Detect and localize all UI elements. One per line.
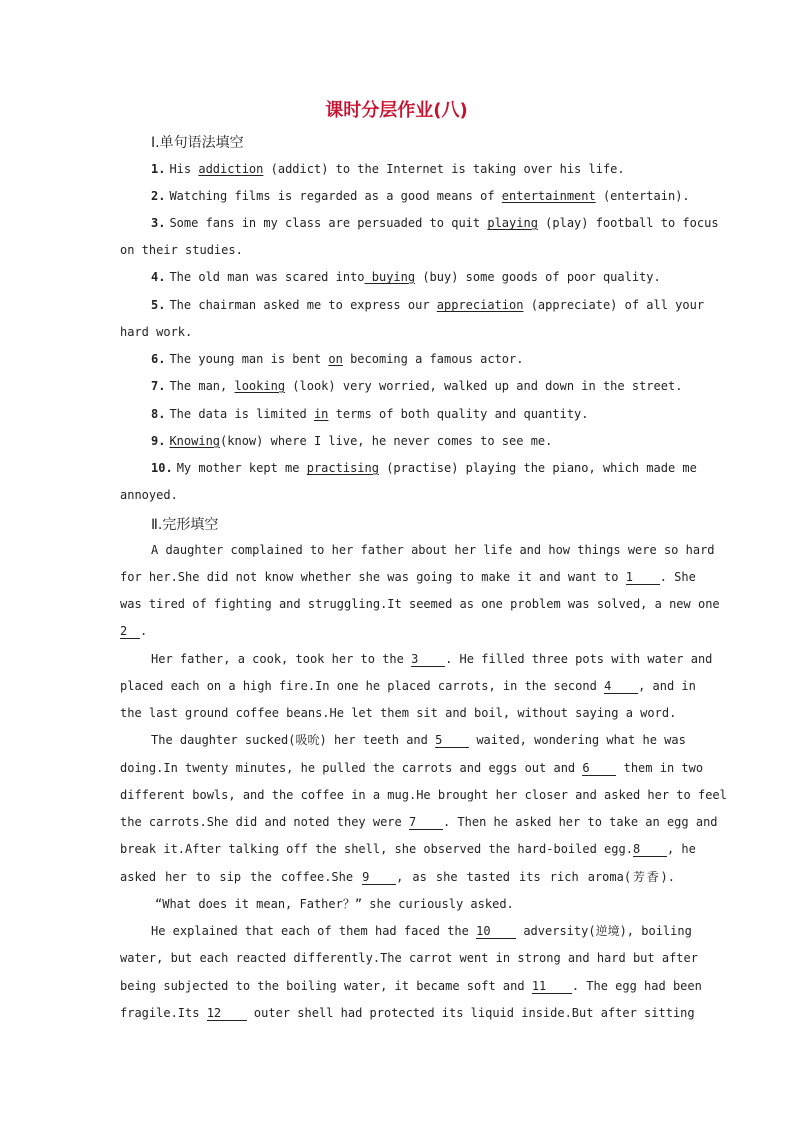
section1-heading: Ⅰ.单句语法填空 xyxy=(151,135,244,151)
cloze-blank-7: 7 xyxy=(409,816,443,830)
question-3: 3. Some fans in my class are persuaded to quit playing (play) football to focus xyxy=(151,216,719,230)
cloze-blank-11: 11 xyxy=(532,980,572,994)
passage-line: break it.After talking off the shell, she observed the hard-boiled egg.8 , he xyxy=(120,842,696,856)
passage-line: Her father, a cook, took her to the 3 . He filled three pots with water and xyxy=(151,652,713,666)
answer: practising xyxy=(306,461,379,475)
passage-line: for her.She did not know whether she was going to make it and want to 1 . She xyxy=(120,570,696,584)
question-10: 10. My mother kept me practising (practise) playing the piano, which made me xyxy=(151,461,697,475)
question-2: 2. Watching films is regarded as a good means of entertainment (entertain). xyxy=(151,189,690,203)
question-6: 6. The young man is bent on becoming a famous actor. xyxy=(151,352,524,366)
answer: addiction xyxy=(198,162,264,176)
passage-line: water, but each reacted differently.The carrot went in strong and hard but after xyxy=(120,951,698,965)
answer: Knowing xyxy=(169,434,221,448)
answer: looking xyxy=(234,379,286,393)
cloze-blank-3: 3 xyxy=(411,653,445,667)
question-1: 1. His addiction (addict) to the Internet is taking over his life. xyxy=(151,162,625,176)
cloze-blank-12: 12 xyxy=(207,1007,247,1021)
cloze-blank-2: 2 xyxy=(120,625,140,639)
passage-line: 2 . xyxy=(120,624,148,638)
passage-line: doing.In twenty minutes, he pulled the carrots and eggs out and 6 them in two xyxy=(120,761,704,775)
question-8: 8. The data is limited in terms of both quality and quantity. xyxy=(151,407,589,421)
question-7: 7. The man, looking (look) very worried, walked up and down in the street. xyxy=(151,379,683,393)
passage-line: fragile.Its 12 outer shell had protected its liquid inside.But after sitting xyxy=(120,1006,695,1020)
passage-line: was tired of fighting and struggling.It seemed as one problem was solved, a new one xyxy=(120,597,720,611)
cloze-blank-10: 10 xyxy=(476,925,516,939)
passage-line: the last ground coffee beans.He let them sit and boil, without saying a word. xyxy=(120,706,677,720)
answer: buying xyxy=(364,270,416,284)
question-5-cont: hard work. xyxy=(120,325,193,339)
passage-line: being subjected to the boiling water, it became soft and 11 . The egg had been xyxy=(120,979,702,993)
question-4: 4. The old man was scared into buying (buy) some goods of poor quality. xyxy=(151,270,661,284)
passage-line: He explained that each of them had faced the 10 adversity(逆境), boiling xyxy=(151,924,692,938)
cloze-blank-1: 1 xyxy=(626,571,660,585)
passage-line: asked her to sip the coffee.She 9 , as she tasted its rich aroma(芳香). xyxy=(120,870,676,884)
passage-line: “What does it mean, Father？” she curiously asked. xyxy=(155,897,514,911)
answer: playing xyxy=(487,216,538,230)
answer: in xyxy=(313,407,329,421)
cloze-blank-4: 4 xyxy=(604,680,638,694)
section2-heading: Ⅱ.完形填空 xyxy=(151,517,219,533)
answer: entertainment xyxy=(501,189,596,203)
passage-line: placed each on a high fire.In one he placed carrots, in the second 4 , and in xyxy=(120,679,696,693)
question-5: 5. The chairman asked me to express our appreciation (appreciate) of all your xyxy=(151,298,705,312)
cloze-blank-6: 6 xyxy=(582,762,616,776)
question-9: 9. Knowing(know) where I live, he never comes to see me. xyxy=(151,434,553,448)
question-3-cont: on their studies. xyxy=(120,243,243,257)
passage-line: A daughter complained to her father about her life and how things were so hard xyxy=(151,543,715,557)
cloze-blank-8: 8 xyxy=(633,843,667,857)
passage-line: the carrots.She did and noted they were 7 . Then he asked her to take an egg and xyxy=(120,815,718,829)
cloze-blank-9: 9 xyxy=(362,871,396,885)
answer: on xyxy=(328,352,343,366)
question-10-cont: annoyed. xyxy=(120,488,178,502)
passage-line: different bowls, and the coffee in a mug.He brought her closer and asked her to feel xyxy=(120,788,727,802)
page-title: 课时分层作业(八) xyxy=(325,100,468,121)
cloze-blank-5: 5 xyxy=(435,734,469,748)
passage-line: The daughter sucked(吸吮) her teeth and 5 waited, wondering what he was xyxy=(151,733,686,747)
answer: appreciation xyxy=(436,298,524,312)
